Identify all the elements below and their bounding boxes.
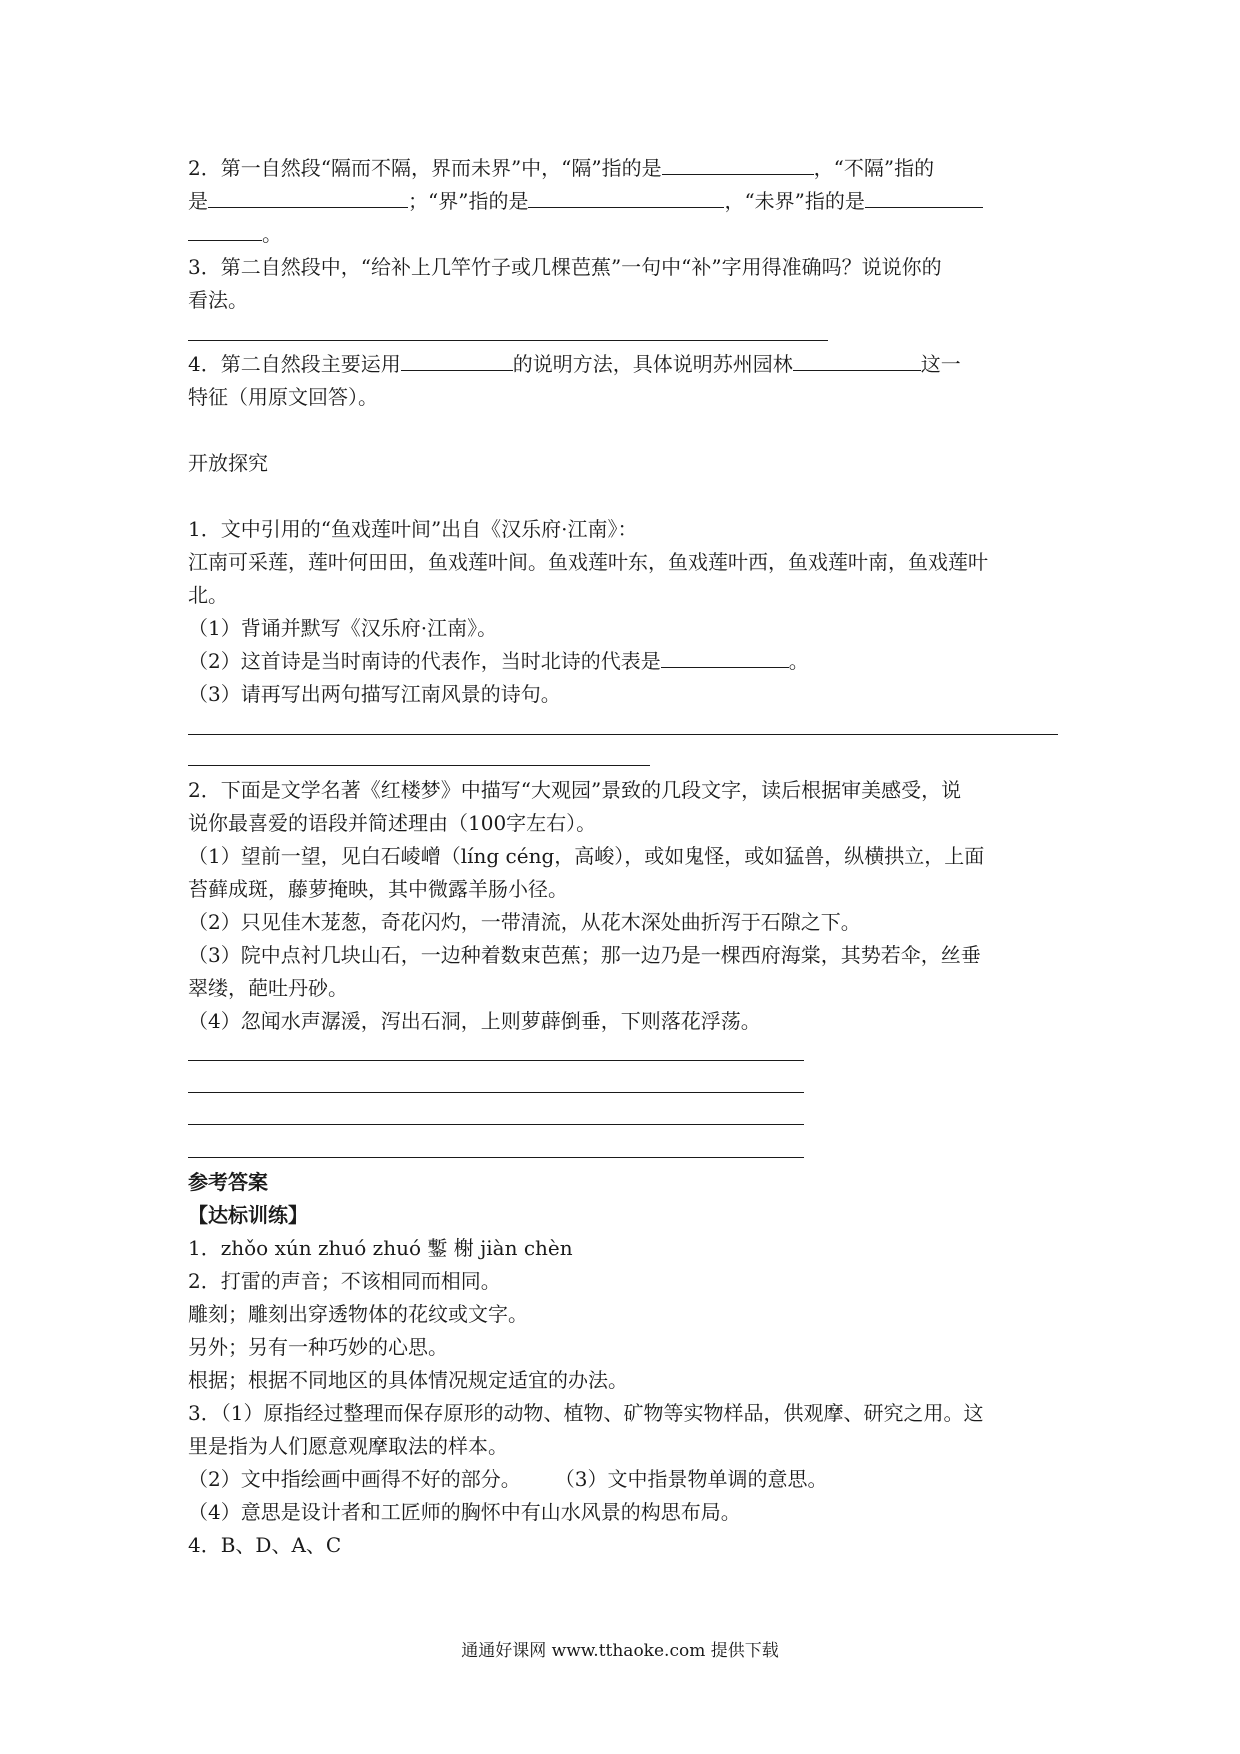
open2-passage-4: （4）忽闻水声潺湲，泻出石洞，上则萝薜倒垂，下则落花浮荡。	[188, 1009, 761, 1033]
answer-line[interactable]	[188, 765, 650, 766]
answer-blank[interactable]	[865, 189, 983, 208]
q4-text: 的说明方法，具体说明苏州园林	[512, 352, 793, 376]
answers-heading: 参考答案	[188, 1170, 268, 1194]
q3-line-2: 看法。	[188, 288, 248, 312]
page-footer: 通通好课网 www.tthaoke.com 提供下载	[461, 1641, 779, 1661]
answer-2b: 雕刻；雕刻出穿透物体的花纹或文字。	[188, 1302, 528, 1326]
open1-line-1: 1．文中引用的“鱼戏莲叶间”出自《汉乐府·江南》：	[188, 517, 638, 541]
q2-text: ，“不隔”指的	[813, 156, 935, 180]
answer-3e: （4）意思是设计者和工匠师的胸怀中有山水风景的构思布局。	[188, 1500, 741, 1524]
q4-text: 4．第二自然段主要运用	[188, 352, 401, 376]
q3-line-1: 3．第二自然段中，“给补上几竿竹子或几棵芭蕉”一句中“补”字用得准确吗？说说你的	[188, 255, 942, 279]
open1-text: 。	[788, 649, 809, 673]
q2-text: 2．第一自然段“隔而不隔，界而未界”中，“隔”指的是	[188, 156, 662, 180]
answer-blank[interactable]	[401, 352, 513, 371]
q2-line-1	[188, 156, 934, 180]
answer-2: 2．打雷的声音；不该相同而相同。	[188, 1269, 501, 1293]
answer-3c: （2）文中指绘画中画得不好的部分。	[188, 1467, 521, 1491]
answer-blank[interactable]	[528, 189, 724, 208]
answer-2d: 根据；根据不同地区的具体情况规定适宜的办法。	[188, 1368, 628, 1392]
answer-line[interactable]	[188, 1060, 804, 1061]
answer-line[interactable]	[188, 734, 1058, 735]
answer-3b: 里是指为人们愿意观摩取法的样本。	[188, 1434, 508, 1458]
answer-3a: 3．（1）原指经过整理而保存原形的动物、植物、矿物等实物样品，供观摩、研究之用。这	[188, 1401, 984, 1425]
open2-passage-1a: （1）望前一望，见白石崚嶒（líng céng，高峻），或如鬼怪，或如猛兽，纵横拱立，上面	[188, 844, 985, 868]
open1-sub-3: （3）请再写出两句描写江南风景的诗句。	[188, 682, 561, 706]
q2-line-3	[188, 222, 282, 246]
answers-subheading: 【达标训练】	[188, 1203, 308, 1227]
answer-line[interactable]	[188, 1157, 804, 1158]
open2-passage-3b: 翠缕，葩吐丹砂。	[188, 976, 348, 1000]
answer-1: 1．zhǒo xún zhuó zhuó 鏨 榭 jiàn chèn	[188, 1236, 573, 1260]
open2-passage-1b: 苔藓成斑，藤萝掩映，其中微露羊肠小径。	[188, 877, 568, 901]
answer-line[interactable]	[188, 1092, 804, 1093]
answer-blank[interactable]	[662, 156, 814, 175]
answer-4: 4．B、D、A、C	[188, 1533, 342, 1557]
answer-blank[interactable]	[188, 222, 262, 241]
q2-text: ，“未界”指的是	[724, 189, 865, 213]
q4-line-2: 特征（用原文回答）。	[188, 385, 378, 409]
answer-blank[interactable]	[208, 189, 408, 208]
open1-line-3: 北。	[188, 583, 228, 607]
open1-text: （2）这首诗是当时南诗的代表作，当时北诗的代表是	[188, 649, 661, 673]
answer-2c: 另外；另有一种巧妙的心思。	[188, 1335, 448, 1359]
q2-text: 。	[262, 222, 282, 246]
q2-text: ；“界”指的是	[408, 189, 529, 213]
section-heading-open: 开放探究	[188, 451, 268, 475]
answer-line[interactable]	[188, 1124, 804, 1125]
answer-3c-row	[188, 1467, 827, 1491]
answer-blank[interactable]	[793, 352, 921, 371]
q4-line-1	[188, 352, 961, 376]
q2-text: 是	[188, 189, 208, 213]
answer-3d: （3）文中指景物单调的意思。	[554, 1467, 828, 1491]
open2-line-1: 2．下面是文学名著《红楼梦》中描写“大观园”景致的几段文字，读后根据审美感受，说	[188, 778, 962, 802]
open1-sub-1: （1）背诵并默写《汉乐府·江南》。	[188, 616, 498, 640]
answer-line[interactable]	[188, 340, 828, 341]
q4-text: 这一	[920, 352, 961, 376]
open1-line-2: 江南可采莲，莲叶何田田，鱼戏莲叶间。鱼戏莲叶东，鱼戏莲叶西，鱼戏莲叶南，鱼戏莲叶	[188, 550, 988, 574]
open1-sub-2	[188, 649, 809, 673]
open2-passage-2: （2）只见佳木茏葱，奇花闪灼，一带清流，从花木深处曲折泻于石隙之下。	[188, 910, 861, 934]
answer-blank[interactable]	[661, 649, 789, 668]
open2-passage-3a: （3）院中点衬几块山石，一边种着数束芭蕉；那一边乃是一棵西府海棠，其势若伞，丝垂	[188, 943, 981, 967]
open2-line-2: 说你最喜爱的语段并简述理由（100字左右）。	[188, 811, 597, 835]
q2-line-2	[188, 189, 983, 213]
